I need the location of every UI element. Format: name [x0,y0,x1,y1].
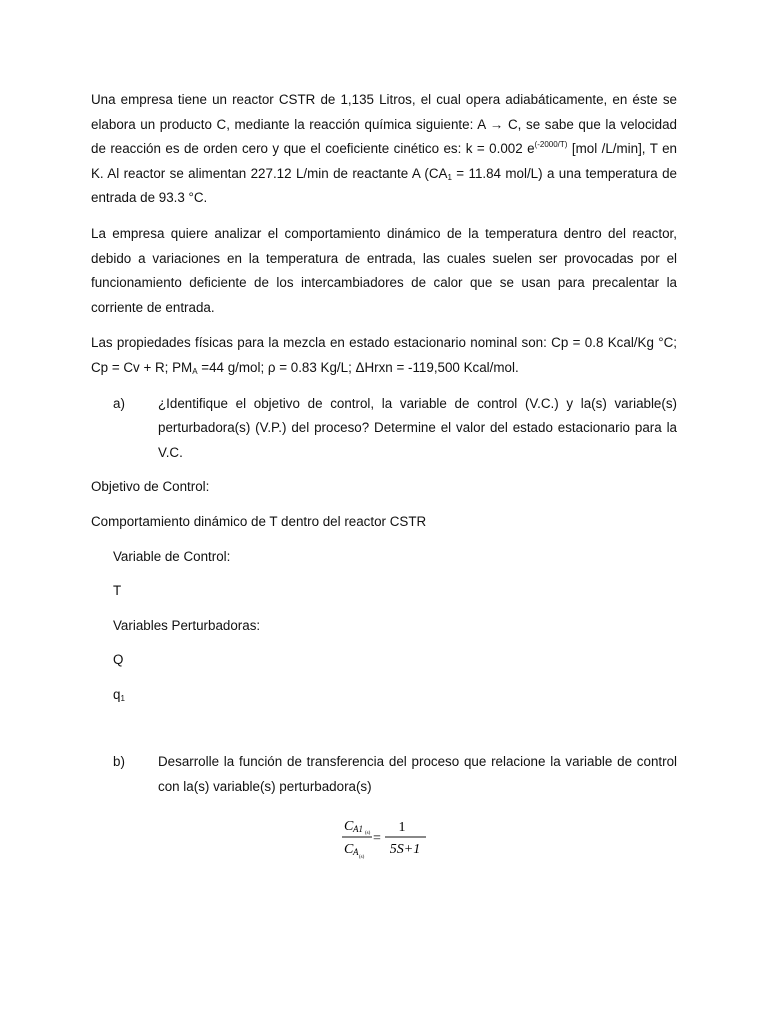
objetivo-label: Objetivo de Control: [91,479,210,495]
vc-value: T [113,583,122,599]
formula-den-subsub: (s) [359,855,365,860]
vp-item-q: Q [113,652,124,668]
formula-den-base: C [344,842,354,857]
vc-label: Variable de Control: [113,548,231,564]
formula-equals: = [373,831,381,846]
intro-paragraph: Una empresa tiene un reactor CSTR de 1,135 Litros, el cual opera adiabáticamente, en éste se elabora un producto C, mediante la reacción química siguiente: A → C, se sabe que la velocidad de reacción es de orden cero y que el coeficiente cinético es: k = 0.002 $e^{(-2000/T)}$ [mol /L/min], T en K. Al reactor se alimentan 227.12 L/min de reactante A ($CA_1 = 11.84$ mol/L) a una temperatura de entrada de 93.3 °C. [91,92,677,206]
question-b-marker: b) [113,754,125,770]
document-body [91,88,677,800]
formula-rhs-num: 1 [398,820,406,835]
vp-label: Variables Perturbadoras: [113,617,261,633]
formula-num-base: C [344,819,354,834]
properties-paragraph: Las propiedades físicas para la mezcla en estado estacionario nominal son: Cp = 0.8 Kcal/Kg °C; Cp = Cv + R; $PM_A =44$ g/mol; ρ = 0.83 Kg/L; ΔHrxn = -119,500 Kcal/mol. [91,335,677,376]
transfer-function-formula [340,815,440,861]
question-b-text: Desarrolle la función de transferencia del proceso que relacione la variable de control con la(s) variable(s) perturbadora(s) [158,754,677,795]
formula-rhs-den: 5S+1 [389,842,421,857]
formula-den-sub: A [353,847,359,857]
analysis-paragraph: La empresa quiere analizar el comportamiento dinámico de la temperatura dentro del reactor, debido a variaciones en la temperatura de entrada, las cuales suelen ser provocadas por el funcionamiento deficiente de los intercambiadores de calor que se usan para precalentar la corriente de entrada. [91,225,677,315]
question-a [91,392,677,466]
objetivo-value: Comportamiento dinámico de T dentro del reactor CSTR [91,513,427,529]
question-b [91,750,677,799]
question-a-marker: a) [113,395,125,411]
formula-num-sub: A1 [353,824,363,834]
question-a-text: ¿Identifique el objetivo de control, la variable de control (V.C.) y la(s) variable(s) perturbadora(s) (V.P.) del proceso? Determine el valor del estado estacionario para la V.C. [158,395,677,460]
vp-item-q1: $q_1$ [113,686,125,703]
formula-num-subsub: (s) [365,831,371,836]
